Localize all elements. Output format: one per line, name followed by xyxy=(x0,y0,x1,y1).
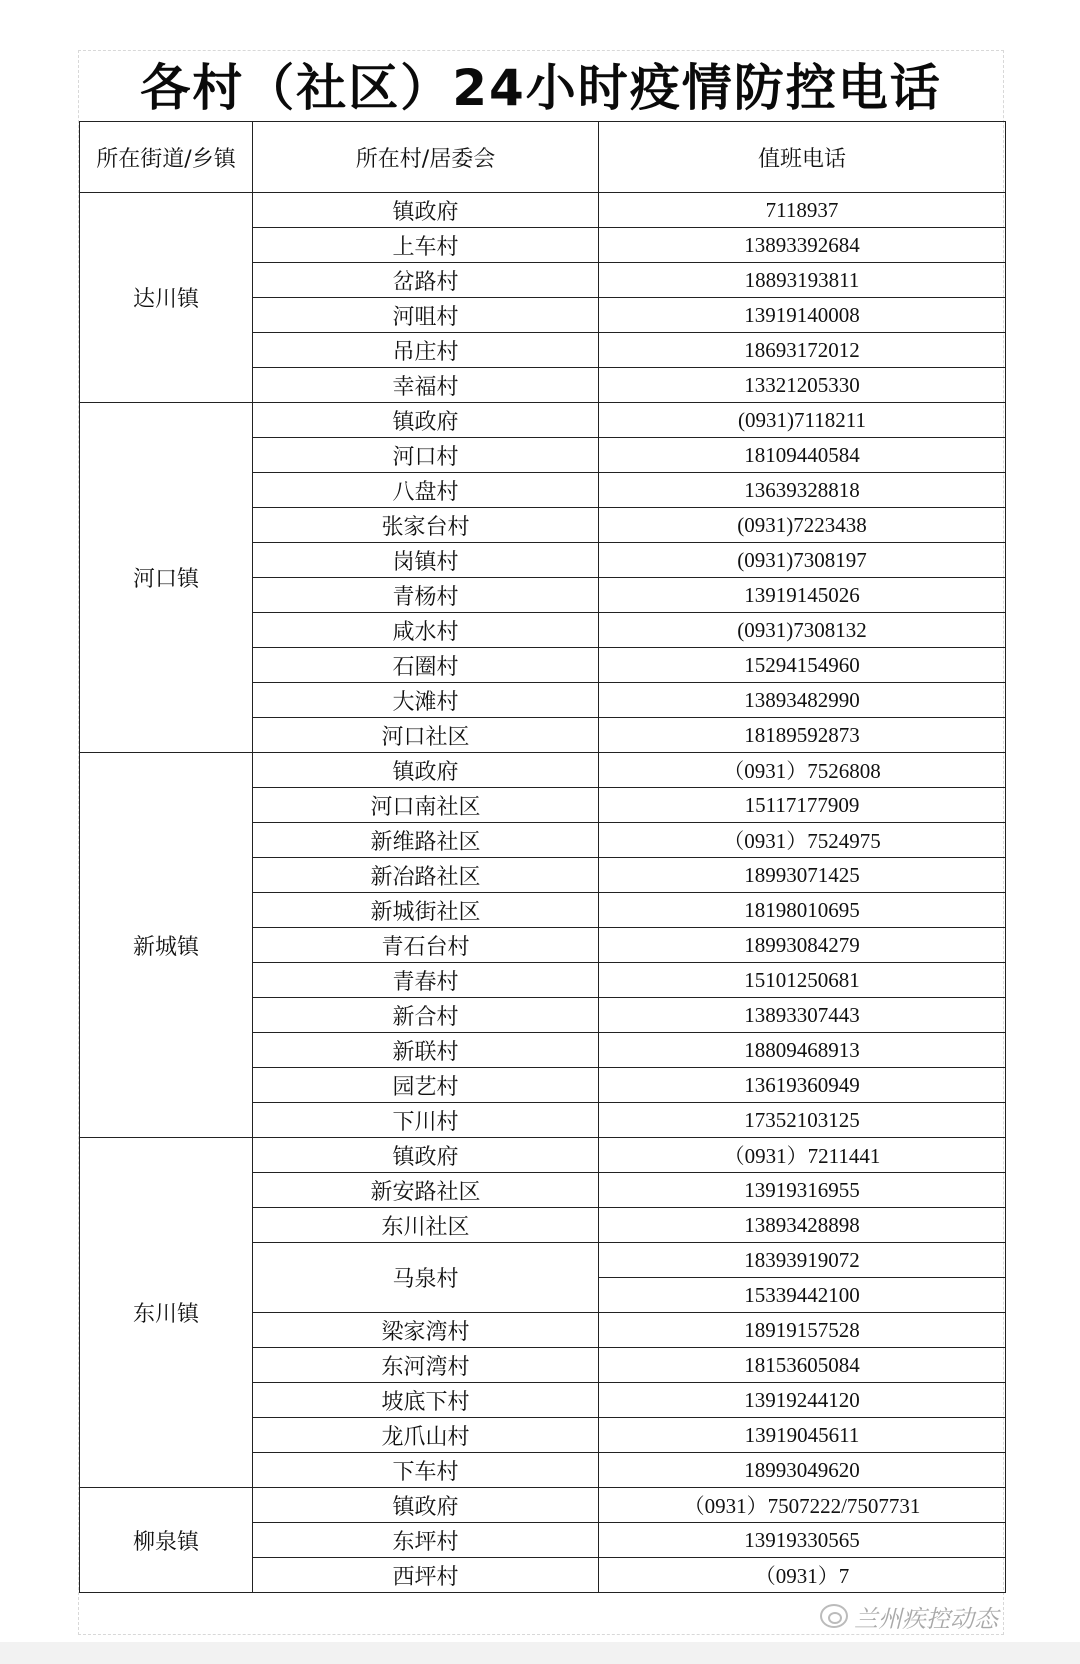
phone-cell: 13893392684 xyxy=(599,228,1006,263)
table-row xyxy=(80,193,1006,228)
phone-cell: 13919045611 xyxy=(599,1418,1006,1453)
town-cell: 新城镇 xyxy=(80,753,253,1138)
unit-cell: 镇政府 xyxy=(253,1138,599,1173)
unit-cell: 东河湾村 xyxy=(253,1348,599,1383)
phone-cell: （0931）7 xyxy=(599,1558,1006,1593)
unit-cell: 河口村 xyxy=(253,438,599,473)
phone-cell: 18993084279 xyxy=(599,928,1006,963)
table-row xyxy=(80,403,1006,438)
unit-cell: 镇政府 xyxy=(253,403,599,438)
phone-cell: (0931)7223438 xyxy=(599,508,1006,543)
unit-cell: 上车村 xyxy=(253,228,599,263)
unit-cell: 八盘村 xyxy=(253,473,599,508)
unit-cell: 岗镇村 xyxy=(253,543,599,578)
unit-cell: 大滩村 xyxy=(253,683,599,718)
watermark-text: 兰州疾控动态 xyxy=(854,1604,998,1633)
table-row xyxy=(80,753,1006,788)
phone-cell: 13893428898 xyxy=(599,1208,1006,1243)
unit-cell: 新维路社区 xyxy=(253,823,599,858)
unit-cell: 坡底下村 xyxy=(253,1383,599,1418)
unit-cell: 园艺村 xyxy=(253,1068,599,1103)
unit-cell: 马泉村 xyxy=(253,1243,599,1313)
phone-cell: (0931)7308132 xyxy=(599,613,1006,648)
header-phone: 值班电话 xyxy=(599,122,1006,193)
town-cell: 柳泉镇 xyxy=(80,1488,253,1593)
phone-cell: 17352103125 xyxy=(599,1103,1006,1138)
town-cell: 达川镇 xyxy=(80,193,253,403)
phone-cell: 13639328818 xyxy=(599,473,1006,508)
page-title: 各村（社区）24小时疫情防控电话 xyxy=(140,59,942,117)
unit-cell: 镇政府 xyxy=(253,1488,599,1523)
phone-cell: 13919330565 xyxy=(599,1523,1006,1558)
phone-cell: 18153605084 xyxy=(599,1348,1006,1383)
unit-cell: 西坪村 xyxy=(253,1558,599,1593)
phone-cell: 13919244120 xyxy=(599,1383,1006,1418)
phone-cell: 18993049620 xyxy=(599,1453,1006,1488)
phone-cell: （0931）7526808 xyxy=(599,753,1006,788)
unit-cell: 青石台村 xyxy=(253,928,599,963)
header-town: 所在街道/乡镇 xyxy=(80,122,253,193)
unit-cell: 石圈村 xyxy=(253,648,599,683)
phone-cell: 18893193811 xyxy=(599,263,1006,298)
unit-cell: 张家台村 xyxy=(253,508,599,543)
phone-cell: 13919316955 xyxy=(599,1173,1006,1208)
phone-cell: 15339442100 xyxy=(599,1278,1006,1313)
unit-cell: 河咀村 xyxy=(253,298,599,333)
unit-cell: 镇政府 xyxy=(253,193,599,228)
unit-cell: 下川村 xyxy=(253,1103,599,1138)
phone-cell: 13893482990 xyxy=(599,683,1006,718)
unit-cell: 梁家湾村 xyxy=(253,1313,599,1348)
unit-cell: 下车村 xyxy=(253,1453,599,1488)
phone-cell: 18189592873 xyxy=(599,718,1006,753)
watermark xyxy=(820,1596,998,1636)
unit-cell: 龙爪山村 xyxy=(253,1418,599,1453)
unit-cell: 东川社区 xyxy=(253,1208,599,1243)
phone-table xyxy=(79,121,1006,1593)
table-row xyxy=(80,1138,1006,1173)
phone-cell: 18809468913 xyxy=(599,1033,1006,1068)
phone-cell: 18919157528 xyxy=(599,1313,1006,1348)
phone-cell: 7118937 xyxy=(599,193,1006,228)
phone-cell: 18393919072 xyxy=(599,1243,1006,1278)
table-row xyxy=(80,1488,1006,1523)
unit-cell: 岔路村 xyxy=(253,263,599,298)
bottom-band xyxy=(0,1642,1080,1664)
phone-cell: （0931）7507222/7507731 xyxy=(599,1488,1006,1523)
phone-cell: 15101250681 xyxy=(599,963,1006,998)
unit-cell: 新城街社区 xyxy=(253,893,599,928)
town-cell: 东川镇 xyxy=(80,1138,253,1488)
unit-cell: 镇政府 xyxy=(253,753,599,788)
unit-cell: 幸福村 xyxy=(253,368,599,403)
unit-cell: 东坪村 xyxy=(253,1523,599,1558)
unit-cell: 吊庄村 xyxy=(253,333,599,368)
phone-cell: 18109440584 xyxy=(599,438,1006,473)
phone-cell: 13919140008 xyxy=(599,298,1006,333)
phone-cell: 18993071425 xyxy=(599,858,1006,893)
town-cell: 河口镇 xyxy=(80,403,253,753)
table-body xyxy=(80,193,1006,1593)
phone-cell: 13893307443 xyxy=(599,998,1006,1033)
unit-cell: 新联村 xyxy=(253,1033,599,1068)
phone-cell: 13919145026 xyxy=(599,578,1006,613)
phone-cell: 13321205330 xyxy=(599,368,1006,403)
phone-cell: （0931）7211441 xyxy=(599,1138,1006,1173)
phone-cell: 15117177909 xyxy=(599,788,1006,823)
wechat-icon xyxy=(820,1604,848,1628)
unit-cell: 河口南社区 xyxy=(253,788,599,823)
phone-cell: (0931)7118211 xyxy=(599,403,1006,438)
unit-cell: 咸水村 xyxy=(253,613,599,648)
phone-cell: 18693172012 xyxy=(599,333,1006,368)
phone-cell: （0931）7524975 xyxy=(599,823,1006,858)
phone-cell: (0931)7308197 xyxy=(599,543,1006,578)
unit-cell: 新安路社区 xyxy=(253,1173,599,1208)
header-unit: 所在村/居委会 xyxy=(253,122,599,193)
unit-cell: 青春村 xyxy=(253,963,599,998)
phone-cell: 13619360949 xyxy=(599,1068,1006,1103)
unit-cell: 青杨村 xyxy=(253,578,599,613)
unit-cell: 河口社区 xyxy=(253,718,599,753)
phone-cell: 18198010695 xyxy=(599,893,1006,928)
unit-cell: 新合村 xyxy=(253,998,599,1033)
header-row xyxy=(80,122,1006,193)
phone-cell: 15294154960 xyxy=(599,648,1006,683)
unit-cell: 新冶路社区 xyxy=(253,858,599,893)
